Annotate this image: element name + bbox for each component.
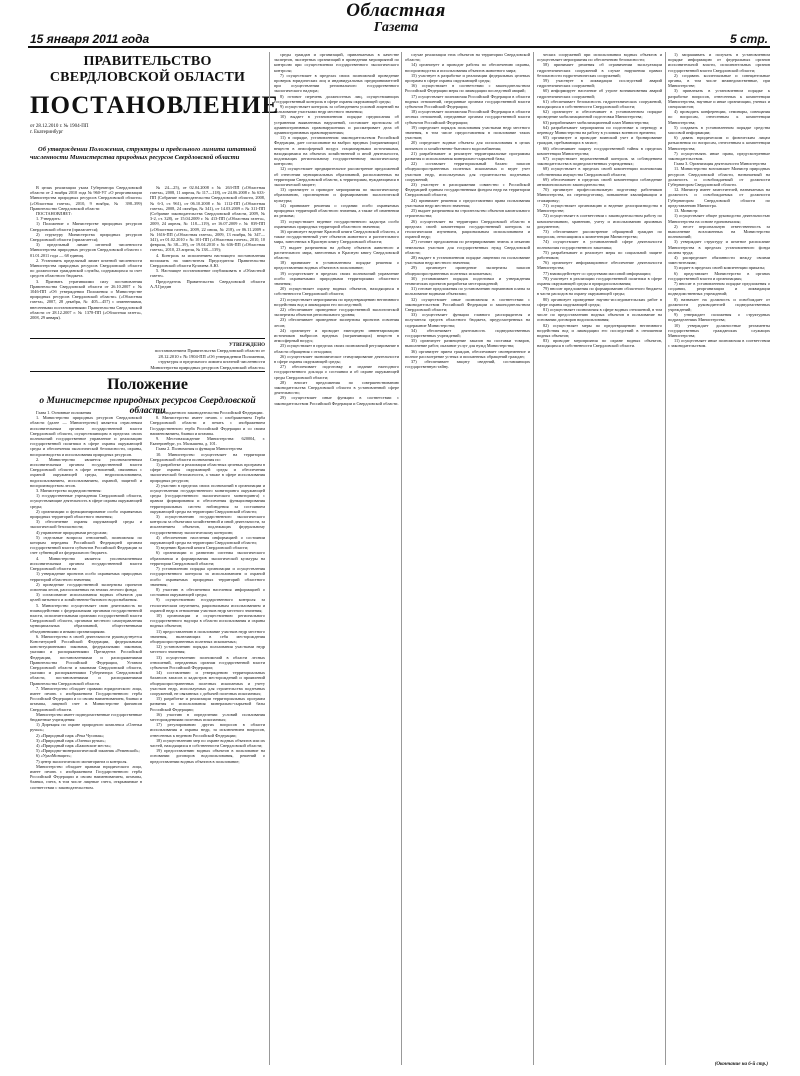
logo-line-1: Областная: [346, 0, 446, 21]
paragraph: 13) осуществлению полномочий в области лесных отношений, переданных органам государственной власти субъектов Российской Федерации;: [150, 654, 265, 670]
paragraph: 1) Дирекция по охране природного комплекса «Оленьи ручьи»;: [30, 722, 142, 733]
paragraph: 5) создавать в установленном порядке средства массовой информации;: [668, 124, 770, 136]
paragraph: 70) организует профессиональную подготовку работников Министерства, их переподготовку, повышение квалификации и стажировку;: [537, 187, 662, 203]
paragraph: 2. Министерство является уполномоченным исполнительным органом государственной власти Свердловской области в сфере отношений, связанных с охраной окружающей среды, недропользованием, водопользованием, использованием, охраной, защитой и воспроизводством лесов.: [30, 456, 142, 488]
divider: [30, 338, 265, 339]
text-column-6: [668, 52, 770, 1065]
paragraph: 9) утверждает положения о структурных подразделениях Министерства;: [668, 312, 770, 323]
paragraph: 6) представляет Министерство в органах государственной власти и организациях;: [668, 270, 770, 281]
paragraph: 74) осуществляет в установленной сфере деятельности полномочия государственного заказчика;: [537, 239, 662, 250]
paragraph: 2) несет персональную ответственность за выполнение возложенных на Министерство полномочий;: [668, 223, 770, 240]
logo-line-2: Газета: [373, 20, 419, 35]
paragraph: нии бюджетного законодательства Российской Федерации.: [156, 410, 264, 415]
government-block: [30, 54, 280, 162]
paragraph: 75) разрабатывает и реализует меры по социальной защите работников;: [537, 249, 662, 260]
paragraph: случае реализации этих объектов на территории Свердловской области;: [405, 52, 530, 63]
paragraph: 29) осуществляет иные функции в соответствии с законодательством Российской Федерации и Свердловской области.: [274, 395, 399, 406]
paragraph: 73) обеспечивает рассмотрение обращений граждан по вопросам, относящимся к компетенции Министерства;: [537, 228, 662, 240]
document-meta: [30, 124, 265, 136]
paragraph: 21) осуществляет мероприятия по предотвращению негативного воздействия вод и ликвидации его последствий;: [274, 296, 399, 307]
paragraph: 19) определяет порядок пользования участками недр местного значения, в том числе предоставления в пользование таких участков;: [405, 124, 530, 141]
paragraph: 7) установлению порядка организации и осуществления государственного контроля за использованием и охраной особо охраняемых природных территорий областного значения;: [150, 566, 265, 587]
paragraph: 31) готовит предложения по установлению нормативов платы за пользование водными объектами;: [405, 286, 530, 297]
regulation-subheading: о Министерстве природных ресурсов Свердловской области: [39, 396, 256, 416]
paragraph: 6) «УралМонацит»;: [36, 753, 72, 759]
paragraph: 9) осуществляет контроль за соблюдением условий лицензий на пользование участками недр местного значения;: [274, 104, 399, 115]
paragraph: 11) осуществляет иные полномочия в соответствии с законодательством.: [668, 338, 770, 349]
paragraph: 13) организует и проводит мероприятия по экологическому образованию, просвещению и формированию экологической культуры;: [274, 187, 399, 203]
paragraph: 1) разработке и реализации областных целевых программ в сфере охраны окружающей среды и обеспечения экологической безопасности, а также в сфере использования природных ресурсов;: [150, 462, 265, 483]
paragraph: 3) согласование использования водных объектов для целей питьевого и хозяйственно-бытового водоснабжения.: [30, 592, 142, 603]
paragraph: 65) организует и проводит воинский учет и бронирование граждан, пребывающих в запасе;: [537, 135, 662, 146]
paragraph: 16) участию в определении условий пользования месторождениями полезных ископаемых;: [150, 711, 265, 722]
paragraph: 62) организует и обеспечивает в установленном порядке проведение мобилизационной подготовки Министерства;: [537, 109, 662, 120]
paragraph: 5) издает в пределах своей компетенции приказы;: [674, 265, 766, 271]
paragraph: 80) организует проведение научно-исследовательских работ в сфере охраны окружающей среды;: [537, 296, 662, 307]
regulation-heading: Положение: [107, 376, 188, 393]
paragraph: 7) осуществляет в пределах своих полномочий проведение проверок юридических лиц и индивидуальных предпринимателей при осуществлении регионального государственного экологического надзора;: [274, 72, 399, 94]
paragraph: 3) осуществлению государственного экологического контроля за объектами хозяйственной и иной деятельности, за исключением объектов, подлежащих федеральному государственному экологическому контролю;: [150, 514, 265, 535]
paragraph: 7) осуществлять иные права, предусмотренные законодательством.: [668, 150, 770, 162]
paragraph: 17) осуществляет полномочия Российской Федерации в области водных отношений, переданные органам государственной власти субъектов Российской Федерации;: [405, 93, 530, 110]
paragraph: 11) предоставлению в пользование участков недр местного значения, включающих в себя месторождения общераспространенных полезных ископаемых;: [150, 628, 265, 644]
text-column-5: [537, 52, 662, 1065]
paragraph: 6. Министерство в своей деятельности руководствуется Конституцией Российской Федерации, федеральными конституционными законами, федеральными законами, указами и распоряжениями Президента Российской Федерации, постановлениями и распоряжениями Правительства Российской Федерации, Уставом Свердловской области и законами Свердловской области, указами и распоряжениями Губернатора Свердловской области, постановлениями и распоряжениями Правительства Свердловской области.: [30, 633, 142, 686]
approved-text: постановлением Правительства Свердловской области от 28.12.2010 г. № 1904-ПП «Об утверждении Положения, структуры и предельного лимита штатной численности Министерства природных ресурсов Свердловской области»: [150, 348, 265, 370]
paragraph: 69) обеспечивает в пределах своей компетенции соблюдение антимонопольного законодательства;: [537, 176, 662, 188]
paragraph: 1) осуществляет общее руководство деятельностью Министерства на основе единоначалия;: [668, 213, 770, 224]
paragraph: 16) организует ведение Красной книги Свердловской области, а также государственный учет объектов животного и растительного мира, занесенных в Красную книгу Свердловской области;: [274, 228, 399, 245]
paragraph: 16) осуществляет в соответствии с законодательством Российской Федерации меры по ликвидации последствий аварий;: [405, 83, 530, 94]
paragraph: 3) утверждает структуру и штатное расписание Министерства в пределах установленного фонда оплаты труда;: [668, 239, 770, 255]
newspaper-logo: [326, 1, 466, 41]
paragraph: 5. Министерство осуществляет свою деятельность во взаимодействии с федеральными органами государственной власти, исполнительными органами государственной власти Свердловской области, органами местного самоуправления муниципальных образований, общественными объединениями и иными организациями.: [30, 602, 142, 634]
paragraph: 1) государственные учреждения Свердловской области, осуществляющие деятельность в сфере охраны окружающей среды;: [30, 493, 142, 509]
paragraph: 15) осуществляет ведение государственного кадастра особо охраняемых природных территорий областного значения;: [274, 218, 399, 229]
paragraph: 76) организует информационное обеспечение деятельности Министерства;: [537, 260, 662, 271]
paragraph: 7. Министерство обладает правами юридического лица, имеет печать с изображением Государственного герба Российской Федерации и со своим наименованием, бланки и штампы, лицевой счет в Министерстве финансов Свердловской области.: [30, 685, 142, 712]
document-number: от 28.12.2010 г. № 1904-ПП: [30, 124, 89, 129]
paragraph: 64) разрабатывает мероприятия по подготовке к переводу и переводу Министерства на работу в условиях военного времени;: [537, 124, 662, 136]
paragraph: 26) осуществляет экономическое стимулирование деятельности в сфере охраны окружающей среды;: [274, 353, 399, 364]
paragraph: 1. Утвердить:: [36, 216, 61, 222]
paragraph: 37) обеспечивает защиту сведений, составляющих государственную тайну.: [405, 358, 530, 370]
paragraph: 79) вносит предложения по формированию областного бюджета в части расходов на охрану окружающей среды;: [537, 286, 662, 297]
paragraph: 22) составляет территориальный баланс запасов общераспространенных полезных ископаемых и ведет учет участков недр, используемых для строительства подземных сооружений;: [405, 161, 530, 182]
paragraph: 19) осуществляет в пределах своих полномочий управление особо охраняемыми природными территориями областного значения;: [274, 270, 399, 286]
paragraph: 17) регулированию других вопросов в области использования и охраны недр, за исключением вопросов, отнесенных к ведению Российской Федерации;: [150, 722, 265, 738]
paragraph: 17) выдает разрешения на добычу объектов животного и растительного мира, занесенных в Красную книгу Свердловской области;: [274, 244, 399, 260]
paragraph: 3) обеспечение охраны окружающей среды и экологической безопасности;: [30, 519, 142, 530]
paragraph: 5) ведению Красной книги Свердловской области;: [156, 545, 249, 551]
paragraph: 1) утверждение проектов особо охраняемых природных территорий областного значения;: [30, 571, 142, 582]
paragraph: 27) готовит предложения по резервированию земель и изъятию земельных участков для государственных нужд Свердловской области;: [405, 239, 530, 255]
paragraph: 63) разрабатывает мобилизационный план Министерства;: [543, 119, 650, 125]
header-rule: [28, 46, 770, 48]
paragraph: 1. Министерство природных ресурсов Свердловской области (далее — Министерство) является отраслевым исполнительным органом государственной власти Свердловской области, осуществляющим в пределах своих полномочий государственное управление и реализацию государственной политики в сфере охраны окружающей среды и обеспечения экологической безопасности, охраны, воспроизводства и использования природных ресурсов.: [30, 415, 142, 457]
government-name: ПРАВИТЕЛЬСТВО СВЕРДЛОВСКОЙ ОБЛАСТИ: [49, 54, 246, 85]
paragraph: 6) организации и развитию системы экологического образования и формирования экологической культуры на территории Свердловской области;: [150, 550, 265, 566]
paragraph: 11. Министерство возглавляет Министр природных ресурсов Свердловской области, назначаемый на должность и освобождаемый от должности Губернатором Свердловской области.: [668, 166, 770, 188]
paragraph: 23) участвует в распоряжении совместно с Российской Федерацией единым государственным фондом недр на территории Свердловской области;: [405, 182, 530, 198]
paragraph: 25) выдает разрешения на строительство объектов капитального строительства;: [405, 208, 530, 219]
paragraph: 8) назначает на должность и освобождает от должности руководителей подведомственных учреждений;: [668, 296, 770, 312]
paragraph: 2) структуру Министерства природных ресурсов Свердловской области (прилагается);: [30, 231, 142, 243]
paragraph: 5) отдельные вопросы отношений, полномочия по которым переданы Российской Федерацией органам государственной власти субъектов Российской Федерации за счет субвенций из федерального бюджета.: [30, 534, 142, 556]
decree-title: Об утверждении Положения, структуры и предельного лимита штатной численности Министерства природных ресурсов Свердловской области: [30, 146, 257, 161]
paragraph: среды граждан и организаций, привлекаемых в качестве экспертов, экспертных организаций в проведении мероприятий по контролю при осуществлении государственного экологического контроля;: [274, 52, 399, 73]
paragraph: 2. Установить предельный лимит штатной численности Министерства природных ресурсов Свердловской области по должностям гражданской службы, содержащихся за счет средств областного бюджета.: [30, 257, 142, 279]
paragraph: 7) вносит в установленном порядке предложения о создании, реорганизации и ликвидации подведомственных учреждений;: [668, 280, 770, 297]
paragraph: 67) осуществляет ведомственный контроль за соблюдением законодательства в подведомственных учреждениях;: [537, 156, 662, 167]
paragraph: 83) проводит мероприятия по охране водных объектов, находящихся в собственности Свердловской области.: [537, 338, 662, 349]
paragraph: 20) определяет водные объекты для использования в целях питьевого и хозяйственно-бытового водоснабжения;: [405, 140, 530, 151]
paragraph: 2) организации и функционирование особо охраняемых природных территорий областного значения;: [30, 508, 142, 520]
paragraph: Глава 1. Основные положения: [36, 410, 92, 415]
paragraph: 23) обеспечивает проведение экспертизы проектов освоения лесов;: [274, 317, 399, 328]
paragraph: 71) осуществляет организацию и ведение делопроизводства в Министерстве;: [537, 202, 662, 214]
paragraph: Председатель Правительства Свердловской области А.Л.Гредин: [150, 278, 265, 289]
text-column-1: [30, 410, 142, 1065]
approved-label: УТВЕРЖДЕНО: [228, 343, 265, 348]
paragraph: 14) организует и проводит работы по обеспечению охраны, воспроизводства и использования объектов животного мира;: [405, 62, 530, 73]
paragraph: 28) вносит предложения по совершенствованию законодательства Свердловской области в установленной сфере деятельности;: [274, 379, 399, 396]
paragraph: ПОСТАНОВЛЯЕТ:: [36, 211, 72, 217]
paragraph: 60) информирует население об угрозе возникновения аварий гидротехнических сооружений;: [537, 88, 662, 99]
paragraph: 8) готовит перечень должностных лиц, осуществляющих государственный контроль в сфере охраны окружающей среды;: [274, 93, 399, 104]
document-type: ПОСТАНОВЛЕНИЕ: [30, 92, 280, 119]
paragraph: 2) участию в пределах своих полномочий в организации и осуществлении государственного мониторинга окружающей среды (государственного экологического мониторинга) с правом формирования и обеспечения функционирования территориальных систем наблюдения за состоянием окружающей среды на территории Свердловской области;: [150, 482, 265, 514]
issue-date: 15 января 2011 года: [30, 32, 150, 46]
paragraph: 1) запрашивать и получать в установленном порядке информацию от федеральных органов исполнительной власти, исполнительных органов государственной власти Свердловской области;: [668, 52, 770, 73]
paragraph: 21) разрабатывает и реализует территориальные программы развития и использования минерально-сырьевой базы;: [405, 150, 530, 162]
paragraph: Глава 2. Полномочия и функции Министерства: [156, 446, 243, 452]
approved-block: [150, 342, 265, 370]
paragraph: 25) осуществляет в пределах своих полномочий регулирование в области обращения с отходами;: [274, 343, 399, 354]
paragraph: Министерство обладает правами юридического лица, имеет печать с изображением Государственного герба Российской Федерации и своим наименованием, штампы, бланки, счета, в том числе лицевые счета, открываемые в соответствии с законодательством.: [30, 763, 142, 790]
paragraph: 8) участию в обеспечении населения информацией о состоянии окружающей среды;: [150, 586, 265, 598]
paragraph: 7) центр экологического мониторинга и контроля.: [36, 758, 128, 764]
paragraph: 28) выдает в установленном порядке лицензии на пользование участками недр местного значения;: [405, 254, 530, 266]
newspaper-header: [0, 0, 800, 46]
text-column-3: [274, 52, 399, 1065]
paragraph: 26) осуществляет на территории Свердловской области в пределах своей компетенции государственный контроль за геологическим изучением, рациональным использованием и охраной недр;: [405, 218, 530, 240]
paragraph: 77) взаимодействует со средствами массовой информации;: [543, 270, 651, 276]
paragraph: 3) привлекать в установленном порядке к разработке вопросов, отнесенных к компетенции Министерства, научные и иные организации, ученых и специалистов;: [668, 88, 770, 110]
paragraph: 72) осуществляет в соответствии с законодательством работу по комплектованию, хранению, учету и использованию архивных документов;: [537, 213, 662, 229]
paragraph: 24) организует и проводит ежегодную инвентаризацию источников выбросов вредных (загрязняющих) веществ в атмосферный воздух;: [274, 327, 399, 344]
column-divider: [269, 52, 270, 1065]
paragraph: 4) управление природными ресурсами;: [36, 529, 108, 535]
paragraph: 3) предельный лимит штатной численности Министерства природных ресурсов Свердловской области с 01.01.2011 года — 68 единиц.: [30, 242, 142, 258]
paragraph: 14) составлению и утверждению территориальных балансов запасов и кадастров месторождений и проявлений общераспространенных полезных ископаемых и учету участков недр, используемых для строительства подземных сооружений, не связанных с добычей полезных ископаемых;: [150, 670, 265, 696]
paragraph: 8. Министерство имеет печать с изображением Герба Свердловской области и печать с изображением Государственного герба Российской Федерации и со своим наименованием, бланки и штампы.: [150, 415, 265, 436]
paragraph: 4. Министерство является уполномоченным исполнительным органом государственной власти Свердловской области на:: [30, 555, 142, 572]
paragraph: 12) установлению порядка пользования участками недр местного значения;: [150, 644, 265, 655]
paragraph: 18) осуществляет полномочия Российской Федерации в области лесных отношений, переданные органам государственной власти субъектов Российской Федерации;: [405, 109, 530, 125]
paragraph: 9. Местонахождение Министерства: 620004, г. Екатеринбург, ул. Малышева, д. 101.: [150, 436, 265, 447]
paragraph: 11) в порядке, установленном законодательством Российской Федерации, дает согласование на выброс вредных (загрязняющих) веществ в атмосферный воздух стационарными источниками, находящимися на объектах хозяйственной и иной деятельности, подлежащих региональному государственному экологическому контролю;: [274, 135, 399, 167]
paragraph: 58) принимает решения об ограничении эксплуатации гидротехнических сооружений в случае нарушения правил безопасности гидротехнических сооружений;: [537, 62, 662, 78]
paragraph: 3. Признать утратившими силу постановления Правительства Свердловской области от 26.10.2007 г. № 1046-ПП «Об утверждении Положения о Министерстве природных ресурсов Свердловской области» («Областная газета», 2007, 28 декабря, № 405—457) с изменениями, внесенными постановлениями Правительства Свердловской области от 28.12.2007 г. № 1378-ПП («Областная газета», 2008, 29 января).: [30, 278, 142, 321]
paragraph: 68) осуществляет в пределах своей компетенции полномочия собственника имущества Свердловской области;: [537, 166, 662, 177]
decree-text-right: [150, 185, 265, 340]
continuation-note: (Окончание на 6-й стр.): [714, 1062, 768, 1067]
paragraph: В целях реализации указа Губернатора Свердловской области от 2 ноября 2010 года № 960-УГ «О реорганизации Министерства природных ресурсов Свердловской области» («Областная газета», 2010, 9 ноября, № 398–399) Правительство Свердловской области: [30, 185, 142, 211]
paragraph: 14) принимает решения о создании особо охраняемых природных территорий областного значения, а также об изменении их режима;: [274, 202, 399, 219]
paragraph: 10) выдает в установленном порядке предписания об устранении выявленных нарушений, составляет протоколы об административных правонарушениях и рассматривает дела об административных правонарушениях;: [274, 114, 399, 136]
paragraph: 82) осуществляет меры по предотвращению негативного воздействия вод и ликвидации его последствий в отношении водных объектов;: [537, 322, 662, 338]
page-number: 5 стр.: [729, 32, 768, 46]
paragraph: ческих сооружений при использовании водных объектов и осуществляет мероприятия по обеспечению безопасности;: [537, 52, 662, 63]
paragraph: 30) устанавливает порядок подготовки и утверждения технических проектов разработки месторождений;: [405, 275, 530, 286]
paragraph: 10) организации и осуществлению регионального государственного надзора в области использования и охраны водных объектов;: [150, 612, 265, 629]
paragraph: Глава 3. Организация деятельности Министерства: [674, 161, 767, 167]
paragraph: 61) обеспечивает безопасность гидротехнических сооружений, находящихся в собственности Свердловской области;: [537, 98, 662, 110]
paragraph: 13. Министр:: [674, 208, 699, 214]
paragraph: 4. Контроль за исполнением настоящего постановления возложить на заместителя Председателя Правительства Свердловской области Кулачева А.Ю.: [150, 252, 265, 269]
paragraph: 34) обеспечивает деятельность подведомственных государственных учреждений;: [405, 327, 530, 338]
paragraph: 3. Министерство подведомственны:: [36, 488, 102, 494]
divider: [30, 371, 265, 372]
paragraph: 81) осуществляет полномочия в сфере водных отношений, в том числе по предоставлению водных объектов в пользование на основании договоров водопользования;: [537, 306, 662, 323]
paragraph: 6) давать юридическим и физическим лицам разъяснения по вопросам, отнесенным к компетенции Министерства;: [668, 135, 770, 151]
paragraph: 15) участвует в разработке и реализации федеральных целевых программ в сфере охраны окружающей среды;: [405, 72, 530, 84]
paragraph: 10. Министерство осуществляет на территории Свердловской области полномочия по:: [150, 451, 265, 462]
paragraph: 66) обеспечивает защиту государственной тайны в пределах компетенции Министерства;: [537, 145, 662, 156]
paragraph: 35) организует размещение заказов на поставки товаров, выполнение работ, оказание услуг для нужд Министерства;: [405, 338, 530, 349]
paragraph: 18) принимает в установленном порядке решения о предоставлении водных объектов в пользование;: [274, 260, 399, 271]
paragraph: 15) разработке и реализации территориальных программ развития и использования минерально-сырьевой базы Российской Федерации;: [150, 696, 265, 712]
paragraph: 4) проводить конференции, семинары, совещания по вопросам, отнесенным к компетенции Министерства;: [668, 109, 770, 125]
paragraph: 18) осуществлению мер по охране водных объектов или их частей, находящихся в собственности Свердловской области;: [150, 737, 265, 748]
text-column-4: [405, 52, 530, 1065]
paragraph: 5. Настоящее постановление опубликовать в «Областной газете».: [150, 268, 265, 279]
paragraph: 1) Положение о Министерстве природных ресурсов Свердловской области (прилагается);: [30, 221, 142, 232]
decree-text-left: [30, 185, 142, 340]
paragraph: 24) принимает решения о предоставлении права пользования участками недр местного значения;: [405, 197, 530, 208]
column-divider: [665, 52, 666, 1065]
paragraph: 2) проведение государственной экспертизы проектов освоения лесов, расположенных на землях лесного фонда;: [30, 581, 142, 592]
paragraph: 22) обеспечивает проведение государственной экологической экспертизы объектов регионального уровня;: [274, 306, 399, 318]
paragraph: 32) осуществляет иные полномочия в соответствии с законодательством Российской Федерации и законодательством Свердловской области;: [405, 296, 530, 312]
paragraph: 29) организует проведение экспертизы запасов общераспространенных полезных ископаемых;: [405, 265, 530, 276]
paragraph: 2) создавать коллегиальные и совещательные органы, в том числе межведомственные, при Министерстве;: [668, 72, 770, 89]
paragraph: 4) «Природный парк «Бажовские места»;: [36, 743, 112, 748]
paragraph: 78) участвует в реализации государственной политики в сфере охраны окружающей среды и природопользования;: [537, 275, 662, 286]
paragraph: 12) осуществляет предварительное рассмотрение предложений об отнесении муниципальных образований, расположенных на территории Свердловской области, к территориям, нуждающимся в экологической защите;: [274, 166, 399, 188]
paragraph: 2) «Природный парк «Река Чусовая»;: [36, 732, 105, 738]
paragraph: № 24—25), от 02.04.2008 г. № 263-ПП («Областная газета», 2008, 11 апреля, № 117—118), от 24.06.2008 г. № 633-ПП (Собрание законодательства Свердловской области, 2008, № 6-3, ст. 961), от 06.10.2008 г. № 1112-ПП («Областная газета», 2008, 24 октября, № 341), от 14.03.2009 г. № 311-ПП (Собрание законодательства Свердловской области, 2009, № 3-2, ст. 328), от 15.04.2009 г. № 413-ПП («Областная газета», 2009, 24 апреля, № 118—119), от 16.07.2009 г. № 839-ПП («Областная газета», 2009, 22 июля, № 218), от 06.11.2009 г. № 1616-ПП («Областная газета», 2009, 13 ноября, № 347—341), от 01.02.2010 г. № 101-ПП («Областная газета», 2010, 10 февраля, № 38—39), от 19.04.2010 г. № 636-ПП («Областная газета», 2010, 23 апреля, № 138—139);: [150, 185, 265, 253]
paragraph: 5) «Природно-минералогический заказник «Режевской»;: [36, 748, 140, 754]
paragraph: 10) утверждает должностные регламенты государственных гражданских служащих Министерства;: [668, 322, 770, 338]
paragraph: 59) участвует в ликвидации последствий аварий гидротехнических сооружений;: [537, 78, 662, 89]
paragraph: 4) распределяет обязанности между своими заместителями;: [668, 254, 770, 266]
paragraph: 3) «Природный парк «Оленьи ручьи»;: [36, 737, 106, 743]
column-divider: [401, 52, 402, 1065]
paragraph: 12. Министр имеет заместителей, назначаемых на должность и освобождаемых от должности Губернатором Свердловской области по представлению Министра.: [668, 187, 770, 208]
paragraph: 9) осуществлению государственного контроля за геологическим изучением, рациональным использованием и охраной недр в отношении участков недр местного значения;: [150, 597, 265, 613]
paragraph: 36) организует прием граждан, обеспечивает своевременное и полное рассмотрение устных и письменных обращений граждан;: [405, 348, 530, 359]
paragraph: 33) осуществляет функции главного распорядителя и получателя средств областного бюджета, предусмотренных на содержание Министерства;: [405, 312, 530, 328]
paragraph: Министерство имеет подведомственные государственные бюджетные учреждения:: [30, 711, 142, 722]
document-city: г. Екатеринбург: [30, 130, 64, 135]
paragraph: 4) обеспечению населения информацией о состоянии окружающей среды на территории Свердловской области;: [150, 534, 265, 546]
paragraph: 20) осуществляет охрану водных объектов, находящихся в собственности Свердловской области;: [274, 286, 399, 297]
paragraph: 27) обеспечивает подготовку и издание ежегодного государственного доклада о состоянии и об охране окружающей среды Свердловской области;: [274, 364, 399, 380]
text-column-2: [150, 410, 265, 1065]
column-divider: [533, 52, 534, 1065]
paragraph: 19) предоставлению водных объектов в пользование на основании договоров водопользования, решений о предоставлении водных объектов в пользование;: [150, 748, 265, 764]
